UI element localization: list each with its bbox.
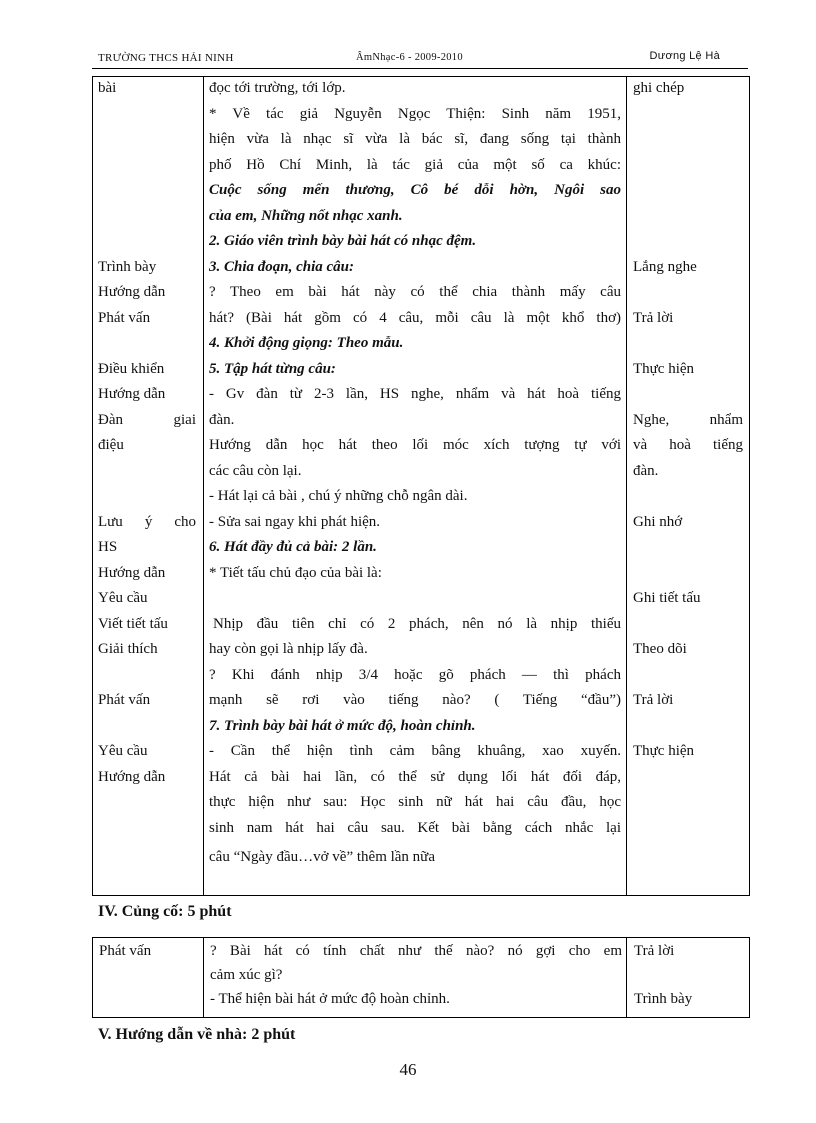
review-teacher-cell: Phát vấn xyxy=(99,943,152,959)
middle-line: hát? (Bài hát gồm có 4 câu, mỗi câu là một khổ thơ) xyxy=(209,309,621,326)
right-line: Lắng nghe xyxy=(633,258,697,275)
right-line xyxy=(633,561,743,587)
middle-line: mạnh sẽ rơi vào tiếng nào? ( Tiếng “đầu”) xyxy=(209,692,621,708)
review-line: ? Bài hát có tính chất như thế nào? nó gợi cho em xyxy=(210,943,622,959)
right-line: Nghe, nhẩm xyxy=(633,411,743,428)
middle-line: câu “Ngày đầu…vở về” thêm lần nữa xyxy=(209,849,435,865)
middle-line: Hát cả bài hai lần, có thể sử dụng lối hát đối đáp, xyxy=(209,768,621,785)
middle-line: 5. Tập hát từng câu: xyxy=(209,360,336,377)
left-line: Đàn giai xyxy=(98,411,196,428)
middle-line: 2. Giáo viên trình bày bài hát có nhạc đệm. xyxy=(209,233,477,249)
middle-line: thực hiện như sau: Học sinh nữ hát hai câu đầu, học xyxy=(209,794,621,810)
left-line xyxy=(98,102,196,128)
left-line: Yêu cầu xyxy=(98,743,148,759)
middle-line: Nhịp đầu tiên chỉ có 2 phách, nên nó là nhịp thiếu xyxy=(213,615,621,632)
middle-line: Cuộc sống mến thương, Cô bé dỗi hờn, Ngôi sao xyxy=(209,182,621,198)
left-line: Lưu ý cho xyxy=(98,513,196,530)
middle-line: sinh nam hát hai câu sau. Kết bài bằng cách nhắc lại xyxy=(209,819,621,836)
middle-line: đàn. xyxy=(209,411,235,428)
review-line: - Thể hiện bài hát ở mức độ hoàn chỉnh. xyxy=(210,991,450,1007)
left-line xyxy=(98,127,196,153)
left-line: Trình bày xyxy=(98,258,157,275)
left-line: Hướng dẫn xyxy=(98,564,166,581)
content-column xyxy=(209,76,621,871)
right-line xyxy=(633,153,743,179)
right-line: ghi chép xyxy=(633,80,685,96)
left-line: Điều khiển xyxy=(98,360,165,377)
middle-line: của em, Những nốt nhạc xanh. xyxy=(209,207,403,224)
left-line: HS xyxy=(98,539,118,555)
right-line xyxy=(633,484,743,510)
right-line: và hoà tiếng xyxy=(633,437,743,453)
right-line: Ghi tiết tấu xyxy=(633,590,701,606)
page-header xyxy=(98,50,720,68)
left-line xyxy=(98,663,196,689)
left-line: Viết tiết tấu xyxy=(98,615,168,632)
middle-line xyxy=(209,586,621,612)
middle-line: - Sửa sai ngay khi phát hiện. xyxy=(209,513,381,530)
right-line: Trả lời xyxy=(633,309,674,326)
middle-line: đọc tới trường, tới lớp. xyxy=(209,80,346,96)
middle-line: phố Hồ Chí Minh, là tác giả của một số ca khúc: xyxy=(209,156,621,173)
review-response: Trả lời xyxy=(634,943,675,959)
review-line: cảm xúc gì? xyxy=(210,967,283,983)
right-line xyxy=(633,535,743,561)
middle-line: - Hát lại cả bài , chú ý những chỗ ngân dài. xyxy=(209,488,468,504)
right-line: Thực hiện xyxy=(633,360,695,377)
activity-column xyxy=(98,76,196,790)
right-line: Theo dõi xyxy=(633,641,687,657)
left-line xyxy=(98,484,196,510)
left-line: Hướng dẫn xyxy=(98,768,166,785)
right-line xyxy=(633,204,743,230)
middle-line: 4. Khởi động giọng: Theo mẫu. xyxy=(209,335,404,351)
left-line: Phát vấn xyxy=(98,692,151,708)
right-line xyxy=(633,127,743,153)
right-line: Ghi nhớ xyxy=(633,513,683,530)
review-student-cell xyxy=(634,939,744,1011)
left-line xyxy=(98,153,196,179)
left-line xyxy=(98,714,196,740)
middle-line: 7. Trình bày bài hát ở mức độ, hoàn chỉnh. xyxy=(209,717,476,734)
page-number: 46 xyxy=(399,1060,417,1079)
left-line xyxy=(98,229,196,255)
middle-line: Hướng dẫn học hát theo lối móc xích tượng tự với xyxy=(209,437,621,453)
left-line: Hướng dẫn xyxy=(98,386,166,402)
left-line: Giải thích xyxy=(98,641,158,657)
review-response xyxy=(634,963,744,987)
right-line: Thực hiện xyxy=(633,743,695,759)
left-line: bài xyxy=(98,80,117,96)
middle-line: - Gv đàn từ 2-3 lần, HS nghe, nhẩm và hát hoà tiếng xyxy=(209,386,621,402)
left-line xyxy=(98,459,196,485)
middle-line: các câu còn lại. xyxy=(209,462,302,479)
left-line xyxy=(98,178,196,204)
right-line xyxy=(633,178,743,204)
middle-line: * Tiết tấu chủ đạo của bài là: xyxy=(209,564,382,581)
left-line xyxy=(98,204,196,230)
left-line: Hướng dẫn xyxy=(98,284,166,300)
left-line: Phát vấn xyxy=(98,309,151,326)
right-line: đàn. xyxy=(633,462,659,479)
right-line xyxy=(633,102,743,128)
middle-line: 6. Hát đầy đủ cả bài: 2 lần. xyxy=(209,539,377,555)
right-line: Trả lời xyxy=(633,692,674,708)
column-divider xyxy=(203,77,204,895)
right-line xyxy=(633,280,743,306)
section-iv-heading: IV. Củng cố: 5 phút xyxy=(98,903,232,920)
column-divider xyxy=(203,938,204,1017)
author-name: Dương Lệ Hà xyxy=(649,50,720,62)
right-line xyxy=(633,382,743,408)
middle-line: - Cần thể hiện tình cảm bâng khuâng, xao xuyến. xyxy=(209,743,621,759)
subject-year: ÂmNhạc-6 - 2009-2010 xyxy=(356,52,463,63)
right-line xyxy=(633,612,743,638)
right-line xyxy=(633,714,743,740)
left-line: điệu xyxy=(98,437,124,453)
middle-line: hiện vừa là nhạc sĩ vừa là bác sĩ, đang sống tại thành xyxy=(209,131,621,147)
middle-line: * Về tác giả Nguyễn Ngọc Thiện: Sinh năm 1951, xyxy=(209,105,621,122)
left-line xyxy=(98,331,196,357)
section-v-heading: V. Hướng dẫn về nhà: 2 phút xyxy=(98,1026,296,1043)
right-line xyxy=(633,663,743,689)
column-divider xyxy=(626,77,627,895)
school-name: TRƯỜNG THCS HẢI NINH xyxy=(98,52,234,64)
right-line xyxy=(633,331,743,357)
right-line xyxy=(633,229,743,255)
middle-line: ? Khi đánh nhịp 3/4 hoặc gõ phách — thì phách xyxy=(209,666,621,683)
middle-line: 3. Chia đoạn, chia câu: xyxy=(209,258,355,275)
review-response: Trình bày xyxy=(634,991,693,1007)
review-content-cell xyxy=(210,939,622,1011)
middle-line: ? Theo em bài hát này có thể chia thành mấy câu xyxy=(209,284,621,300)
review-table xyxy=(92,937,750,1018)
student-column xyxy=(633,76,743,765)
left-line: Yêu cầu xyxy=(98,590,148,606)
middle-line: hay còn gọi là nhịp lấy đà. xyxy=(209,641,368,657)
header-rule xyxy=(92,68,748,69)
column-divider xyxy=(626,938,627,1017)
